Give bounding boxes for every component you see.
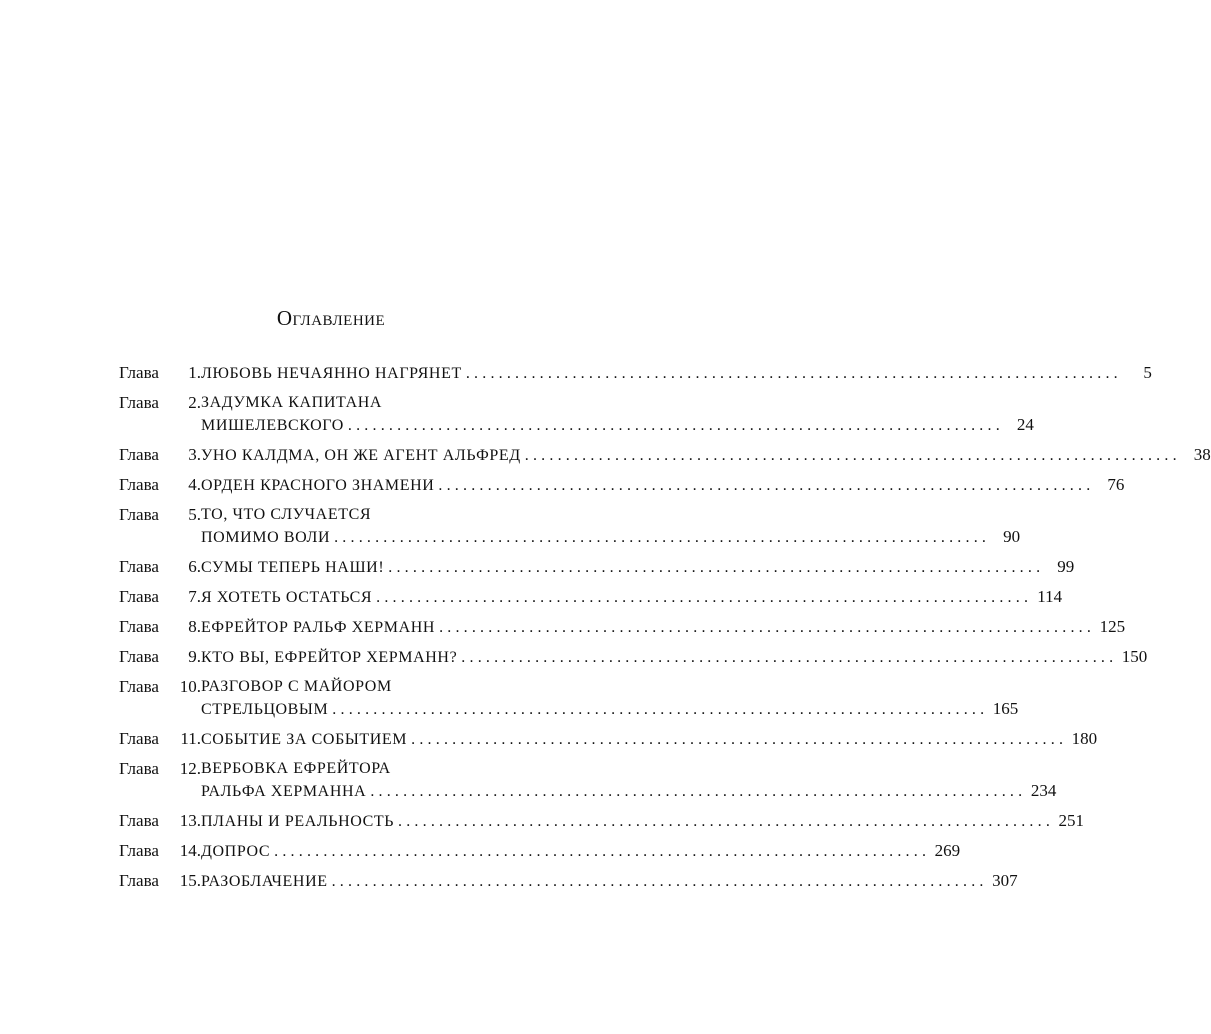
toc-entry	[119, 392, 1034, 436]
chapter-title: ТО, ЧТО СЛУЧАЕТСЯ	[201, 506, 372, 523]
dot-leader: ................................................................................	[465, 365, 1122, 382]
chapter-title-line	[201, 758, 585, 780]
chapter-title-block	[201, 392, 1034, 436]
dot-leader: ................................................................................	[334, 529, 991, 546]
dot-leader: ................................................................................	[370, 783, 1027, 800]
chapter-title-line	[201, 616, 1126, 638]
chapter-number: 5.	[188, 505, 201, 524]
page-number: 234	[1030, 781, 1057, 800]
page-number: 125	[1099, 617, 1126, 636]
dot-leader: ................................................................................	[388, 559, 1045, 576]
chapter-number: 13.	[179, 811, 201, 830]
chapter-label	[119, 646, 201, 668]
chapter-title: РАЗГОВОР С МАЙОРОМ	[201, 678, 392, 695]
chapter-title: РАЗОБЛАЧЕНИЕ	[201, 873, 328, 890]
chapter-number: 11.	[180, 729, 201, 748]
chapter-title-block	[201, 362, 1152, 384]
page-number: 38	[1193, 445, 1211, 464]
chapter-title: Я ХОТЕТЬ ОСТАТЬСЯ	[201, 589, 373, 606]
chapter-label	[119, 840, 201, 862]
page-number: 180	[1071, 729, 1098, 748]
toc-entry	[119, 840, 961, 862]
chapter-word: Глава	[119, 871, 159, 890]
chapter-label	[119, 362, 201, 384]
chapter-title: ЛЮБОВЬ НЕЧАЯННО НАГРЯНЕТ	[201, 365, 462, 382]
chapter-number: 3.	[188, 445, 201, 464]
chapter-number: 1.	[188, 363, 201, 382]
chapter-number: 12.	[179, 759, 201, 778]
dot-leader: ................................................................................	[376, 589, 1033, 606]
chapter-word: Глава	[119, 617, 159, 636]
chapter-title-line	[201, 414, 1034, 436]
chapter-title-line	[201, 780, 1057, 802]
dot-leader: ................................................................................	[439, 619, 1096, 636]
toc-entry	[119, 504, 1021, 548]
chapter-word: Глава	[119, 841, 159, 860]
chapter-title-block	[201, 616, 1126, 638]
toc-entry	[119, 474, 1125, 496]
chapter-title-line	[201, 698, 1019, 720]
chapter-title-line	[201, 504, 585, 526]
chapter-title-line	[201, 676, 585, 698]
chapter-title: ЕФРЕЙТОР РАЛЬФ ХЕРМАНН	[201, 619, 436, 636]
chapter-number: 6.	[188, 557, 201, 576]
chapter-title: СОБЫТИЕ ЗА СОБЫТИЕМ	[201, 731, 408, 748]
chapter-title-line	[201, 728, 1098, 750]
chapter-label	[119, 616, 201, 638]
chapter-title: МИШЕЛЕВСКОГО	[201, 417, 344, 434]
chapter-title-line	[201, 362, 1152, 384]
dot-leader: ................................................................................	[274, 843, 931, 860]
chapter-title-block	[201, 444, 1211, 466]
page-number: 99	[1057, 557, 1075, 576]
chapter-word: Глава	[119, 363, 159, 382]
chapter-title-line	[201, 810, 1085, 832]
chapter-number: 2.	[188, 393, 201, 412]
toc-entry	[119, 728, 1098, 750]
chapter-title-line	[201, 556, 1075, 578]
chapter-title: ПЛАНЫ И РЕАЛЬНОСТЬ	[201, 813, 395, 830]
toc-entry	[119, 362, 1152, 384]
dot-leader: ................................................................................	[524, 447, 1181, 464]
chapter-title-line	[201, 474, 1125, 496]
chapter-title-block	[201, 728, 1098, 750]
chapter-number: 8.	[188, 617, 201, 636]
dot-leader: ................................................................................	[438, 477, 1095, 494]
chapter-title-line	[201, 392, 585, 414]
chapter-label	[119, 870, 201, 892]
chapter-word: Глава	[119, 811, 159, 830]
page-title: Оглавление	[276, 306, 386, 330]
chapter-number: 15.	[179, 871, 201, 890]
chapter-title-block	[201, 556, 1075, 578]
dot-leader: ................................................................................	[347, 417, 1004, 434]
page-number: 5	[1143, 363, 1152, 382]
chapter-number: 9.	[188, 647, 201, 666]
toc-entry	[119, 870, 1018, 892]
chapter-number: 14.	[179, 841, 201, 860]
chapter-title-block	[201, 474, 1125, 496]
chapter-title-block	[201, 646, 1148, 668]
chapter-label	[119, 810, 201, 832]
chapter-word: Глава	[119, 445, 159, 464]
chapter-label	[119, 758, 201, 780]
chapter-title: КТО ВЫ, ЕФРЕЙТОР ХЕРМАНН?	[201, 649, 458, 666]
chapter-word: Глава	[119, 759, 159, 778]
toc-entry	[119, 444, 1211, 466]
chapter-number: 7.	[188, 587, 201, 606]
chapter-title-line	[201, 444, 1211, 466]
page-number: 114	[1037, 587, 1063, 606]
chapter-word: Глава	[119, 729, 159, 748]
dot-leader: ................................................................................	[411, 731, 1068, 748]
chapter-title-line	[201, 870, 1018, 892]
chapter-word: Глава	[119, 557, 159, 576]
table-of-contents	[119, 362, 1211, 900]
chapter-word: Глава	[119, 475, 159, 494]
page-number: 76	[1107, 475, 1125, 494]
chapter-title: СУМЫ ТЕПЕРЬ НАШИ!	[201, 559, 385, 576]
chapter-word: Глава	[119, 677, 159, 696]
chapter-label	[119, 586, 201, 608]
page-number: 90	[1003, 527, 1021, 546]
chapter-title: СТРЕЛЬЦОВЫМ	[201, 701, 329, 718]
chapter-word: Глава	[119, 647, 159, 666]
toc-entry	[119, 676, 1019, 720]
chapter-label	[119, 392, 201, 414]
chapter-title: ВЕРБОВКА ЕФРЕЙТОРА	[201, 760, 391, 777]
dot-leader: ................................................................................	[398, 813, 1055, 830]
chapter-number: 4.	[188, 475, 201, 494]
chapter-title-line	[201, 586, 1063, 608]
chapter-word: Глава	[119, 505, 159, 524]
page-number: 24	[1016, 415, 1034, 434]
chapter-title: УНО КАЛДМА, ОН ЖЕ АГЕНТ АЛЬФРЕД	[201, 447, 521, 464]
chapter-title-block	[201, 840, 961, 862]
chapter-title: ОРДЕН КРАСНОГО ЗНАМЕНИ	[201, 477, 435, 494]
page-number: 165	[992, 699, 1019, 718]
chapter-label	[119, 474, 201, 496]
chapter-title-block	[201, 810, 1085, 832]
chapter-title-block	[201, 758, 1057, 802]
chapter-label	[119, 728, 201, 750]
chapter-label	[119, 676, 201, 698]
chapter-label	[119, 504, 201, 526]
chapter-title-block	[201, 676, 1019, 720]
chapter-title-block	[201, 504, 1021, 548]
page-number: 307	[992, 871, 1018, 890]
dot-leader: ................................................................................	[332, 701, 989, 718]
chapter-title-line	[201, 526, 1021, 548]
page-number: 251	[1058, 811, 1085, 830]
toc-entry	[119, 758, 1057, 802]
chapter-title: РАЛЬФА ХЕРМАННА	[201, 783, 367, 800]
dot-leader: ................................................................................	[331, 873, 988, 890]
chapter-title-line	[201, 646, 1148, 668]
chapter-word: Глава	[119, 587, 159, 606]
chapter-word: Глава	[119, 393, 159, 412]
toc-entry	[119, 646, 1148, 668]
dot-leader: ................................................................................	[461, 649, 1118, 666]
page-number: 150	[1121, 647, 1148, 666]
toc-entry	[119, 556, 1075, 578]
chapter-title: ДОПРОС	[201, 843, 271, 860]
toc-entry	[119, 616, 1126, 638]
toc-entry	[119, 586, 1063, 608]
chapter-title: ПОМИМО ВОЛИ	[201, 529, 331, 546]
chapter-label	[119, 556, 201, 578]
chapter-number: 10.	[179, 677, 201, 696]
chapter-title-line	[201, 840, 961, 862]
toc-entry	[119, 810, 1085, 832]
chapter-title-block	[201, 586, 1063, 608]
chapter-title-block	[201, 870, 1018, 892]
chapter-title: ЗАДУМКА КАПИТАНА	[201, 394, 383, 411]
page-number: 269	[934, 841, 961, 860]
chapter-label	[119, 444, 201, 466]
